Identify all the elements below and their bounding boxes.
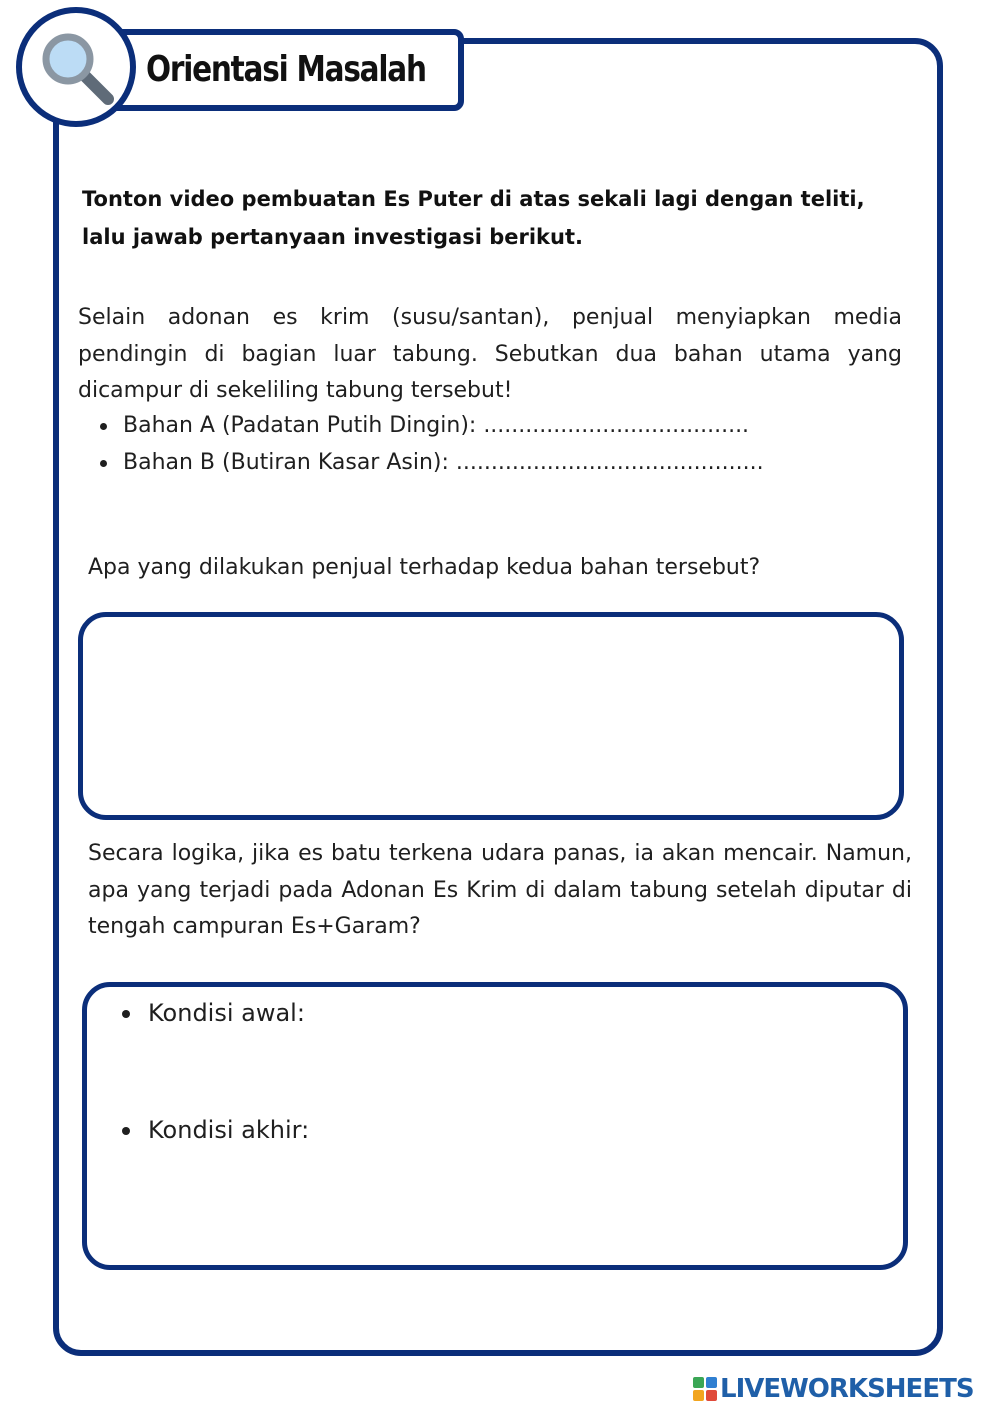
magnifier-icon	[38, 29, 118, 109]
brand-name[interactable]: LIVEWORKSHEETS	[720, 1374, 974, 1404]
condition-final: Kondisi akhir:	[122, 1112, 309, 1148]
magnifier-badge	[16, 7, 136, 127]
liveworksheets-logo-icon	[693, 1377, 717, 1401]
page-title: Orientasi Masalah	[146, 49, 426, 90]
answer-box-question-2[interactable]	[78, 612, 904, 820]
brand-footer	[693, 1374, 974, 1404]
ingredient-b[interactable]: Bahan B (Butiran Kasar Asin): ............................................	[100, 445, 880, 482]
instruction-text: Tonton video pembuatan Es Puter di atas sekali lagi dengan teliti, lalu jawab pertanyaan investigasi berikut.	[82, 187, 865, 249]
condition-initial: Kondisi awal:	[122, 995, 305, 1031]
question-1-text: Selain adonan es krim (susu/santan), penjual menyiapkan media pendingin di bagian luar tabung. Sebutkan dua bahan utama yang dicampur di sekeliling tabung tersebut!	[78, 305, 902, 403]
ingredient-list	[100, 408, 880, 481]
question-2-text: Apa yang dilakukan penjual terhadap kedua bahan tersebut?	[88, 555, 761, 580]
question-3-text: Secara logika, jika es batu terkena udara panas, ia akan mencair. Namun, apa yang terjadi pada Adonan Es Krim di dalam tabung setelah diputar di tengah campuran Es+Garam?	[88, 841, 912, 939]
ingredient-a[interactable]: Bahan A (Padatan Putih Dingin): ......................................	[100, 408, 880, 445]
